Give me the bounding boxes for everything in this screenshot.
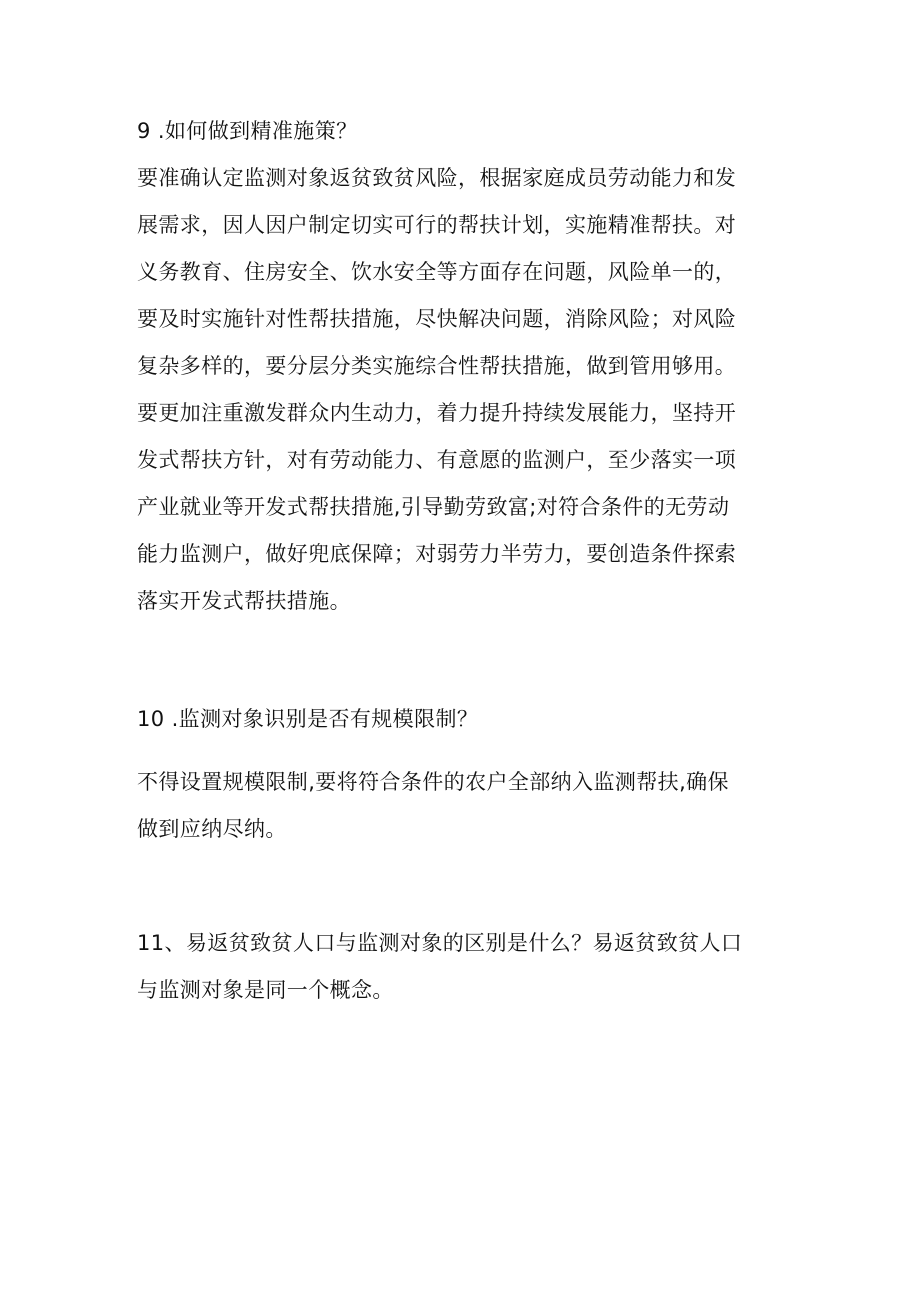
section-q9 (137, 108, 797, 625)
spacer (137, 743, 797, 759)
paragraph-line: 要准确认定监测对象返贫致贫风险，根据家庭成员劳动能力和发 (137, 166, 737, 190)
paragraph-line: 发式帮扶方针，对有劳动能力、有意愿的监测户，至少落实一项 (137, 448, 737, 472)
paragraph-line: 产业就业等开发式帮扶措施,引导勤劳致富;对符合条件的无劳动 (137, 495, 730, 519)
paragraph-line: 复杂多样的，要分层分类实施综合性帮扶措施，做到管用够用。 (137, 354, 737, 378)
paragraph-line: 11、易返贫致贫人口与监测对象的区别是什么？易返贫致贫人口 (137, 931, 743, 955)
question-title: 9 .如何做到精准施策？ (137, 119, 358, 143)
paragraph-line: 能力监测户，做好兜底保障；对弱劳力半劳力，要创造条件探索 (137, 542, 737, 566)
paragraph-line: 不得设置规模限制,要将符合条件的农户全部纳入监测帮扶,确保 (137, 770, 729, 794)
paragraph-line: 要及时实施针对性帮扶措施，尽快解决问题，消除风险；对风险 (137, 307, 737, 331)
paragraph-line: 义务教育、住房安全、饮水安全等方面存在问题，风险单一的， (137, 260, 737, 284)
paragraph-line: 做到应纳尽纳。 (137, 817, 287, 841)
paragraph-line: 与监测对象是同一个概念。 (137, 978, 394, 1002)
question-title: 10 .监测对象识别是否有规模限制？ (137, 707, 479, 731)
paragraph-line: 要更加注重激发群众内生动力，着力提升持续发展能力，坚持开 (137, 401, 737, 425)
section-q10 (137, 696, 797, 853)
paragraph-line: 落实开发式帮扶措施。 (137, 589, 351, 613)
section-q11 (137, 920, 797, 1014)
paragraph-line: 展需求，因人因户制定切实可行的帮扶计划，实施精准帮扶。对 (137, 213, 737, 237)
